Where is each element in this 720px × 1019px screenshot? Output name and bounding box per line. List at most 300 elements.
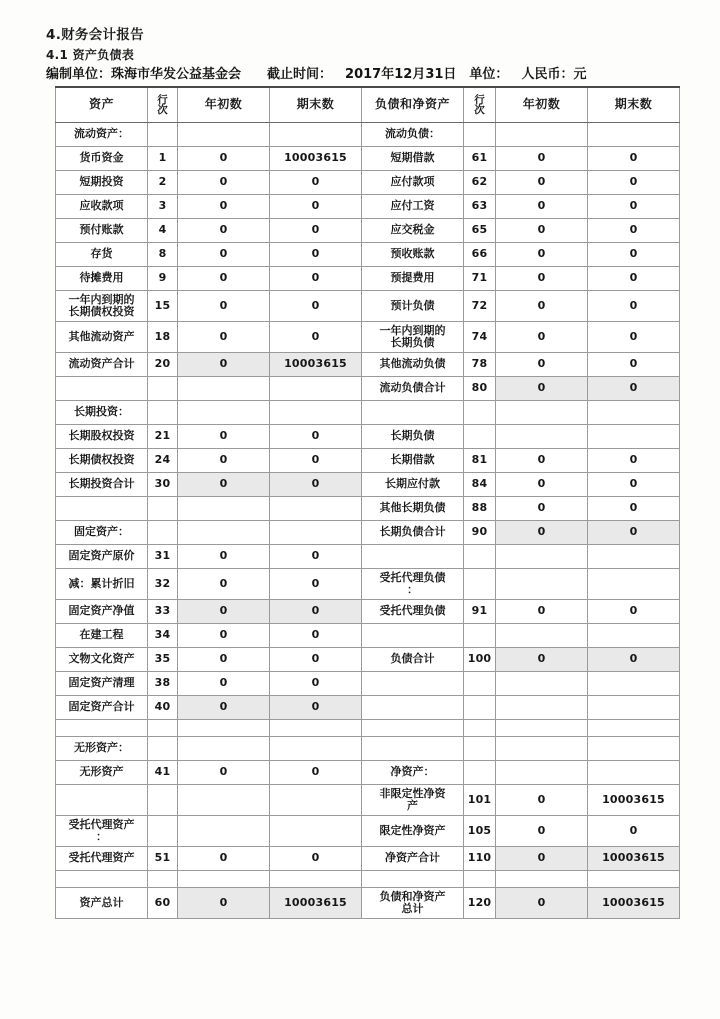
cell-right-begin-value: 0 <box>496 267 588 291</box>
balance-sheet-table <box>55 86 680 919</box>
cell-right-line-no: 101 <box>464 785 496 816</box>
cell-right-line-no <box>464 720 496 737</box>
cell-right-label: 限定性净资产 <box>362 816 464 847</box>
cell-right-end-value <box>588 696 680 720</box>
cell-right-line-no <box>464 871 496 888</box>
table-row <box>56 624 680 648</box>
cell-right-end-value: 0 <box>588 147 680 171</box>
cell-left-line-no: 1 <box>148 147 178 171</box>
table-row <box>56 449 680 473</box>
cell-left-end-value: 0 <box>270 291 362 322</box>
table-row <box>56 737 680 761</box>
cell-right-begin-value: 0 <box>496 353 588 377</box>
cell-left-line-no: 34 <box>148 624 178 648</box>
cell-left-line-no: 8 <box>148 243 178 267</box>
cell-right-line-no <box>464 696 496 720</box>
cell-right-end-value: 0 <box>588 497 680 521</box>
cell-left-begin-value: 0 <box>178 672 270 696</box>
table-row <box>56 353 680 377</box>
cell-right-line-no: 71 <box>464 267 496 291</box>
table-row <box>56 171 680 195</box>
cell-left-end-value <box>270 377 362 401</box>
cell-right-begin-value <box>496 672 588 696</box>
cell-right-begin-value: 0 <box>496 847 588 871</box>
header-liabilities: 负债和净资产 <box>362 87 464 123</box>
cell-left-label: 长期股权投资 <box>56 425 148 449</box>
cell-left-begin-value: 0 <box>178 322 270 353</box>
cell-right-begin-value: 0 <box>496 816 588 847</box>
table-row <box>56 195 680 219</box>
table-body <box>56 123 680 919</box>
cell-left-end-value <box>270 521 362 545</box>
table-row <box>56 545 680 569</box>
cell-right-begin-value <box>496 737 588 761</box>
cell-left-begin-value <box>178 737 270 761</box>
cell-right-line-no <box>464 425 496 449</box>
cell-left-line-no <box>148 871 178 888</box>
cell-right-begin-value: 0 <box>496 377 588 401</box>
cell-left-begin-value: 0 <box>178 569 270 600</box>
cell-left-line-no: 38 <box>148 672 178 696</box>
cell-left-label: 一年内到期的 长期债权投资 <box>56 291 148 322</box>
cell-left-line-no <box>148 816 178 847</box>
cell-left-label <box>56 377 148 401</box>
cell-left-begin-value: 0 <box>178 648 270 672</box>
cell-left-end-value <box>270 785 362 816</box>
table-row <box>56 816 680 847</box>
table-row <box>56 322 680 353</box>
cell-left-label: 其他流动资产 <box>56 322 148 353</box>
cell-right-end-value <box>588 401 680 425</box>
cell-left-label <box>56 871 148 888</box>
cell-right-begin-value: 0 <box>496 785 588 816</box>
cell-left-end-value: 0 <box>270 195 362 219</box>
cell-right-end-value <box>588 569 680 600</box>
cell-right-label <box>362 401 464 425</box>
cell-right-begin-value: 0 <box>496 600 588 624</box>
cell-right-label <box>362 672 464 696</box>
header-begin-right: 年初数 <box>496 87 588 123</box>
cell-right-begin-value: 0 <box>496 291 588 322</box>
cell-left-label: 长期投资合计 <box>56 473 148 497</box>
cell-right-begin-value: 0 <box>496 195 588 219</box>
cell-left-line-no <box>148 720 178 737</box>
cell-left-label: 预付账款 <box>56 219 148 243</box>
cell-left-begin-value <box>178 123 270 147</box>
table-row <box>56 720 680 737</box>
cell-left-label: 固定资产原价 <box>56 545 148 569</box>
cell-right-end-value: 0 <box>588 449 680 473</box>
cell-left-begin-value: 0 <box>178 147 270 171</box>
cell-left-label: 长期债权投资 <box>56 449 148 473</box>
cell-right-label: 一年内到期的 长期负债 <box>362 322 464 353</box>
cell-right-end-value: 10003615 <box>588 847 680 871</box>
table-row <box>56 123 680 147</box>
cell-right-end-value: 10003615 <box>588 785 680 816</box>
cell-right-label: 长期负债 <box>362 425 464 449</box>
cell-left-label: 减：累计折旧 <box>56 569 148 600</box>
cell-right-end-value <box>588 871 680 888</box>
cell-left-line-no: 2 <box>148 171 178 195</box>
cell-left-begin-value: 0 <box>178 425 270 449</box>
cell-right-line-no: 66 <box>464 243 496 267</box>
cell-right-end-value: 0 <box>588 473 680 497</box>
cell-left-end-value <box>270 720 362 737</box>
cell-left-line-no <box>148 521 178 545</box>
cell-right-end-value <box>588 545 680 569</box>
header-assets: 资产 <box>56 87 148 123</box>
cell-right-label <box>362 720 464 737</box>
cell-left-begin-value: 0 <box>178 761 270 785</box>
cell-left-line-no: 20 <box>148 353 178 377</box>
cell-right-label: 净资产： <box>362 761 464 785</box>
cell-left-label: 无形资产： <box>56 737 148 761</box>
cell-right-label: 负债和净资产 总计 <box>362 888 464 919</box>
cell-left-label: 固定资产合计 <box>56 696 148 720</box>
cell-right-label <box>362 696 464 720</box>
cell-left-begin-value: 0 <box>178 600 270 624</box>
cell-left-end-value: 0 <box>270 243 362 267</box>
cell-left-label: 受托代理资产 ： <box>56 816 148 847</box>
table-row <box>56 648 680 672</box>
cell-right-line-no: 120 <box>464 888 496 919</box>
cell-right-line-no <box>464 545 496 569</box>
cell-left-line-no: 35 <box>148 648 178 672</box>
table-row <box>56 425 680 449</box>
cell-left-label: 流动资产合计 <box>56 353 148 377</box>
cell-left-begin-value <box>178 377 270 401</box>
cell-right-line-no: 74 <box>464 322 496 353</box>
table-row <box>56 521 680 545</box>
cell-left-begin-value: 0 <box>178 473 270 497</box>
cell-left-end-value: 0 <box>270 473 362 497</box>
cell-right-end-value <box>588 425 680 449</box>
header-line-no-right: 行 次 <box>464 87 496 123</box>
cell-right-end-value: 0 <box>588 291 680 322</box>
cell-right-line-no: 65 <box>464 219 496 243</box>
cell-right-end-value: 0 <box>588 219 680 243</box>
cell-right-begin-value <box>496 569 588 600</box>
cell-right-begin-value: 0 <box>496 888 588 919</box>
cell-left-end-value: 0 <box>270 600 362 624</box>
cell-right-end-value <box>588 624 680 648</box>
cell-left-line-no: 32 <box>148 569 178 600</box>
cell-left-label: 固定资产净值 <box>56 600 148 624</box>
cell-left-begin-value: 0 <box>178 624 270 648</box>
cell-right-end-value: 0 <box>588 322 680 353</box>
cell-left-begin-value: 0 <box>178 847 270 871</box>
date-label: 截止时间： <box>267 66 333 82</box>
cell-right-label <box>362 871 464 888</box>
cell-left-label: 在建工程 <box>56 624 148 648</box>
cell-right-label: 短期借款 <box>362 147 464 171</box>
cell-right-label: 流动负债： <box>362 123 464 147</box>
cell-right-begin-value: 0 <box>496 449 588 473</box>
cell-left-begin-value: 0 <box>178 449 270 473</box>
cell-left-line-no: 3 <box>148 195 178 219</box>
cell-right-begin-value: 0 <box>496 473 588 497</box>
cell-right-line-no <box>464 569 496 600</box>
cell-right-end-value: 0 <box>588 243 680 267</box>
cell-left-end-value: 0 <box>270 322 362 353</box>
cell-right-label: 其他长期负债 <box>362 497 464 521</box>
subsection-title: 4.1 资产负债表 <box>46 47 135 62</box>
preparer-value: 珠海市华发公益基金会 <box>111 66 242 82</box>
cell-right-label: 流动负债合计 <box>362 377 464 401</box>
cell-right-line-no: 110 <box>464 847 496 871</box>
cell-left-end-value <box>270 497 362 521</box>
cell-right-label <box>362 737 464 761</box>
cell-left-begin-value: 0 <box>178 888 270 919</box>
cell-right-begin-value: 0 <box>496 648 588 672</box>
table-row <box>56 871 680 888</box>
cell-left-line-no: 24 <box>148 449 178 473</box>
cell-right-label: 长期借款 <box>362 449 464 473</box>
table-row <box>56 147 680 171</box>
cell-right-end-value: 0 <box>588 816 680 847</box>
cell-right-line-no: 61 <box>464 147 496 171</box>
cell-right-line-no: 105 <box>464 816 496 847</box>
cell-left-label <box>56 785 148 816</box>
cell-left-label: 固定资产清理 <box>56 672 148 696</box>
cell-right-line-no: 80 <box>464 377 496 401</box>
cell-right-line-no: 84 <box>464 473 496 497</box>
cell-right-end-value: 0 <box>588 267 680 291</box>
cell-right-label: 受托代理负债 <box>362 600 464 624</box>
cell-right-label: 受托代理负债 ： <box>362 569 464 600</box>
cell-right-begin-value <box>496 871 588 888</box>
cell-left-end-value: 0 <box>270 219 362 243</box>
cell-left-end-value: 0 <box>270 267 362 291</box>
header-line-no-left: 行 次 <box>148 87 178 123</box>
cell-right-line-no: 63 <box>464 195 496 219</box>
cell-right-line-no: 78 <box>464 353 496 377</box>
cell-right-line-no: 90 <box>464 521 496 545</box>
cell-left-line-no: 9 <box>148 267 178 291</box>
cell-right-label: 非限定性净资 产 <box>362 785 464 816</box>
cell-left-end-value: 0 <box>270 171 362 195</box>
cell-left-line-no: 21 <box>148 425 178 449</box>
cell-left-line-no: 41 <box>148 761 178 785</box>
cell-right-begin-value <box>496 720 588 737</box>
cell-right-line-no <box>464 123 496 147</box>
preparer-label: 编制单位： <box>46 66 112 82</box>
cell-left-label: 受托代理资产 <box>56 847 148 871</box>
cell-right-end-value: 0 <box>588 353 680 377</box>
cell-left-line-no <box>148 737 178 761</box>
cell-right-end-value: 0 <box>588 521 680 545</box>
cell-right-end-value <box>588 761 680 785</box>
table-row <box>56 672 680 696</box>
cell-right-line-no <box>464 401 496 425</box>
cell-left-label: 资产总计 <box>56 888 148 919</box>
cell-left-label: 待摊费用 <box>56 267 148 291</box>
unit-label: 单位： <box>469 66 509 82</box>
table-row <box>56 473 680 497</box>
header-meta-line <box>46 65 686 86</box>
cell-right-label: 应付款项 <box>362 171 464 195</box>
cell-right-label <box>362 624 464 648</box>
cell-left-line-no <box>148 401 178 425</box>
cell-right-label: 应交税金 <box>362 219 464 243</box>
cell-right-begin-value <box>496 624 588 648</box>
cell-left-label: 应收款项 <box>56 195 148 219</box>
cell-left-begin-value: 0 <box>178 696 270 720</box>
table-row <box>56 600 680 624</box>
cell-right-label: 应付工资 <box>362 195 464 219</box>
cell-right-begin-value <box>496 696 588 720</box>
cell-right-label: 其他流动负债 <box>362 353 464 377</box>
cell-left-label: 长期投资： <box>56 401 148 425</box>
date-value: 2017年12月31日 <box>345 66 457 82</box>
cell-right-begin-value <box>496 545 588 569</box>
cell-left-end-value <box>270 123 362 147</box>
cell-right-begin-value: 0 <box>496 243 588 267</box>
cell-left-line-no: 60 <box>148 888 178 919</box>
cell-left-line-no: 33 <box>148 600 178 624</box>
cell-left-line-no: 4 <box>148 219 178 243</box>
cell-right-end-value: 0 <box>588 171 680 195</box>
table-row <box>56 497 680 521</box>
cell-right-label: 长期负债合计 <box>362 521 464 545</box>
cell-right-label: 预收账款 <box>362 243 464 267</box>
cell-left-end-value: 0 <box>270 696 362 720</box>
cell-right-line-no <box>464 761 496 785</box>
cell-left-begin-value: 0 <box>178 171 270 195</box>
cell-right-end-value <box>588 672 680 696</box>
cell-right-begin-value <box>496 123 588 147</box>
cell-right-line-no: 72 <box>464 291 496 322</box>
cell-left-end-value: 0 <box>270 449 362 473</box>
header-end-right: 期末数 <box>588 87 680 123</box>
cell-right-label: 净资产合计 <box>362 847 464 871</box>
cell-right-line-no <box>464 737 496 761</box>
cell-left-label: 货币资金 <box>56 147 148 171</box>
cell-left-end-value: 0 <box>270 847 362 871</box>
cell-right-end-value: 0 <box>588 600 680 624</box>
cell-left-line-no <box>148 785 178 816</box>
cell-right-line-no <box>464 624 496 648</box>
cell-left-line-no: 15 <box>148 291 178 322</box>
cell-right-end-value: 0 <box>588 195 680 219</box>
cell-right-begin-value <box>496 425 588 449</box>
cell-right-end-value <box>588 123 680 147</box>
cell-left-begin-value: 0 <box>178 243 270 267</box>
cell-left-end-value: 0 <box>270 648 362 672</box>
table-row <box>56 243 680 267</box>
document-header <box>46 26 686 85</box>
cell-left-label: 短期投资 <box>56 171 148 195</box>
table-row <box>56 696 680 720</box>
cell-left-begin-value <box>178 785 270 816</box>
cell-left-line-no <box>148 377 178 401</box>
cell-right-end-value: 10003615 <box>588 888 680 919</box>
table-row <box>56 847 680 871</box>
cell-right-begin-value: 0 <box>496 171 588 195</box>
cell-right-begin-value: 0 <box>496 521 588 545</box>
cell-right-label: 负债合计 <box>362 648 464 672</box>
cell-left-line-no: 30 <box>148 473 178 497</box>
cell-right-line-no: 81 <box>464 449 496 473</box>
cell-left-end-value <box>270 737 362 761</box>
cell-left-label: 无形资产 <box>56 761 148 785</box>
cell-right-line-no: 100 <box>464 648 496 672</box>
cell-right-begin-value <box>496 761 588 785</box>
cell-left-line-no: 40 <box>148 696 178 720</box>
cell-right-begin-value: 0 <box>496 219 588 243</box>
cell-left-begin-value <box>178 497 270 521</box>
cell-left-end-value: 0 <box>270 761 362 785</box>
cell-left-begin-value: 0 <box>178 291 270 322</box>
cell-right-begin-value: 0 <box>496 147 588 171</box>
cell-left-begin-value <box>178 521 270 545</box>
cell-right-begin-value: 0 <box>496 497 588 521</box>
cell-left-begin-value <box>178 720 270 737</box>
cell-left-label <box>56 720 148 737</box>
table-row <box>56 888 680 919</box>
cell-right-end-value <box>588 720 680 737</box>
header-end-left: 期末数 <box>270 87 362 123</box>
table-row <box>56 761 680 785</box>
unit-value: 人民币：元 <box>521 66 587 82</box>
cell-left-line-no: 51 <box>148 847 178 871</box>
table-row <box>56 219 680 243</box>
cell-right-line-no: 62 <box>464 171 496 195</box>
cell-left-end-value: 0 <box>270 425 362 449</box>
table-header-row <box>56 87 680 123</box>
cell-left-line-no: 31 <box>148 545 178 569</box>
cell-right-begin-value <box>496 401 588 425</box>
cell-right-end-value <box>588 737 680 761</box>
cell-right-label: 预提费用 <box>362 267 464 291</box>
cell-left-line-no <box>148 497 178 521</box>
cell-right-begin-value: 0 <box>496 322 588 353</box>
cell-right-label: 预计负债 <box>362 291 464 322</box>
cell-left-label: 文物文化资产 <box>56 648 148 672</box>
cell-left-begin-value <box>178 816 270 847</box>
cell-left-end-value: 0 <box>270 545 362 569</box>
cell-left-end-value <box>270 871 362 888</box>
cell-left-end-value: 0 <box>270 672 362 696</box>
cell-left-line-no: 18 <box>148 322 178 353</box>
cell-right-label <box>362 545 464 569</box>
table-row <box>56 569 680 600</box>
table-row <box>56 291 680 322</box>
cell-right-end-value: 0 <box>588 648 680 672</box>
cell-left-label: 流动资产： <box>56 123 148 147</box>
table-row <box>56 377 680 401</box>
header-begin-left: 年初数 <box>178 87 270 123</box>
table-row <box>56 401 680 425</box>
cell-right-label: 长期应付款 <box>362 473 464 497</box>
cell-left-end-value: 10003615 <box>270 353 362 377</box>
cell-left-end-value <box>270 401 362 425</box>
cell-left-line-no <box>148 123 178 147</box>
cell-left-begin-value: 0 <box>178 545 270 569</box>
cell-left-begin-value: 0 <box>178 195 270 219</box>
table-row <box>56 267 680 291</box>
cell-right-end-value: 0 <box>588 377 680 401</box>
cell-right-line-no: 88 <box>464 497 496 521</box>
cell-left-begin-value: 0 <box>178 353 270 377</box>
cell-left-begin-value <box>178 401 270 425</box>
cell-left-label <box>56 497 148 521</box>
cell-left-end-value <box>270 816 362 847</box>
cell-left-label: 存货 <box>56 243 148 267</box>
section-title: 4.财务会计报告 <box>46 27 144 43</box>
cell-right-line-no: 91 <box>464 600 496 624</box>
cell-left-end-value: 0 <box>270 569 362 600</box>
